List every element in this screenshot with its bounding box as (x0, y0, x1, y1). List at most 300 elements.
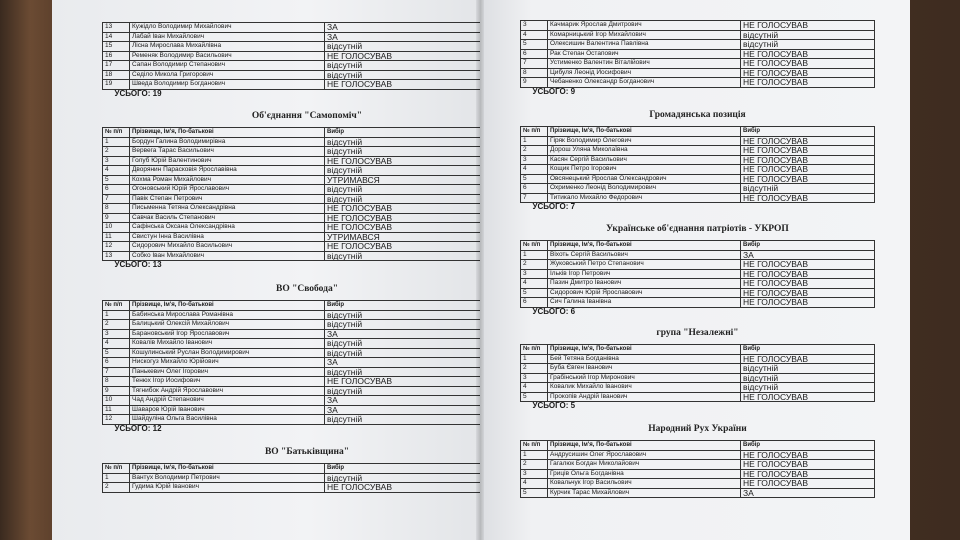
table-row (521, 49, 875, 59)
row-number: 6 (521, 298, 548, 308)
section-title-right-2: Українське об'єднання патріотів - УКРОП (606, 224, 789, 234)
table-row (521, 279, 875, 289)
row-number: 2 (103, 147, 130, 157)
total-row (103, 424, 481, 433)
table-row (103, 166, 481, 176)
table-row (521, 460, 875, 470)
row-number: 6 (521, 184, 548, 194)
vote-table (520, 20, 875, 96)
row-number: 2 (521, 146, 548, 156)
deputy-name: Сидорович Юрій Ярославович (548, 288, 741, 298)
vote-choice: НЕ ГОЛОСУВАВ (741, 279, 875, 289)
vote-choice: відсутній (325, 310, 481, 320)
deputy-name: Седіло Микола Григорович (130, 70, 325, 80)
deputy-name: Андрусишин Олег Ярославович (548, 450, 741, 460)
table-row (521, 68, 875, 78)
header-name: Прізвище, Ім'я, По-батькові (548, 241, 741, 251)
deputy-name: Курчик Тарас Михайлович (548, 488, 741, 498)
row-number: 8 (103, 377, 130, 387)
vote-choice: відсутній (741, 184, 875, 194)
deputy-name: Голуб Юрій Валентинович (130, 156, 325, 166)
header-number: № п/п (521, 441, 548, 451)
table-row (103, 70, 481, 80)
header-number: № п/п (103, 464, 130, 474)
deputy-name: Грабінський Ігор Миронович (548, 373, 741, 383)
table-row (103, 80, 481, 90)
deputy-name: Касян Сергій Васильович (548, 155, 741, 165)
deputy-name: Устименко Валентин Віталійович (548, 59, 741, 69)
table-row (103, 386, 481, 396)
vote-choice: НЕ ГОЛОСУВАВ (741, 354, 875, 364)
section-right-4 (520, 440, 875, 498)
vote-choice: ЗА (325, 329, 481, 339)
table-header-row (103, 301, 481, 311)
total-row (521, 402, 875, 411)
vote-choice: відсутній (325, 147, 481, 157)
deputy-name: Шайдуліна Ольга Василівна (130, 415, 325, 425)
vote-choice: НЕ ГОЛОСУВАВ (325, 80, 481, 90)
row-number: 6 (103, 185, 130, 195)
vote-choice: НЕ ГОЛОСУВАВ (325, 377, 481, 387)
vote-choice: УТРИМАВСЯ (325, 232, 481, 242)
vote-choice: відсутній (325, 415, 481, 425)
deputy-name: Гриців Ольга Богданівна (548, 469, 741, 479)
section-right-2 (520, 240, 875, 316)
vote-choice: НЕ ГОЛОСУВАВ (741, 193, 875, 203)
deputy-name: Тягнибок Андрій Ярославович (130, 386, 325, 396)
deputy-name: Сафінська Оксана Олександрівна (130, 223, 325, 233)
header-vote: Вибір (741, 127, 875, 137)
vote-table (520, 240, 875, 316)
table-row (521, 469, 875, 479)
header-name: Прізвище, Ім'я, По-батькові (130, 464, 325, 474)
total-count: УСЬОГО: 12 (114, 424, 162, 433)
deputy-name: Огоновський Юрій Ярославович (130, 185, 325, 195)
table-row (521, 78, 875, 88)
table-header-row (521, 441, 875, 451)
table-row (103, 223, 481, 233)
vote-table (102, 463, 480, 493)
header-vote: Вибір (325, 301, 481, 311)
table-row (103, 156, 481, 166)
table-row (521, 174, 875, 184)
row-number: 7 (103, 367, 130, 377)
deputy-name: Свистун Інна Василівна (130, 232, 325, 242)
vote-choice: НЕ ГОЛОСУВАВ (325, 156, 481, 166)
deputy-name: Кужідло Володимир Михайлович (130, 23, 325, 33)
table-row (103, 194, 481, 204)
deputy-name: Комарницький Ігор Михайлович (548, 30, 741, 40)
header-name: Прізвище, Ім'я, По-батькові (130, 128, 325, 138)
vote-choice: відсутній (325, 166, 481, 176)
header-vote: Вибір (325, 464, 481, 474)
table-row (103, 377, 481, 387)
row-number: 5 (521, 40, 548, 50)
vote-choice: НЕ ГОЛОСУВАВ (741, 269, 875, 279)
table-row (103, 251, 481, 261)
table-row (521, 450, 875, 460)
deputy-name: Пазин Дмитро Іванович (548, 279, 741, 289)
header-name: Прізвище, Ім'я, По-батькові (548, 127, 741, 137)
vote-choice: НЕ ГОЛОСУВАВ (741, 21, 875, 31)
table-row (521, 479, 875, 489)
table-row (103, 185, 481, 195)
total-count: УСЬОГО: 13 (114, 260, 162, 269)
deputy-name: Буба Євген Іванович (548, 364, 741, 374)
vote-choice: НЕ ГОЛОСУВАВ (741, 165, 875, 175)
header-number: № п/п (103, 128, 130, 138)
table-row (103, 137, 481, 147)
table-row (521, 40, 875, 50)
row-number: 1 (521, 250, 548, 260)
row-number: 9 (521, 78, 548, 88)
deputy-name: Сапан Володимир Степанович (130, 61, 325, 71)
header-vote: Вибір (741, 241, 875, 251)
vote-table (102, 127, 480, 270)
table-row (103, 147, 481, 157)
row-number: 11 (103, 405, 130, 415)
vote-table (102, 300, 480, 433)
deputy-name: Вантух Володимир Петрович (130, 473, 325, 483)
deputy-name: Рак Степан Остапович (548, 49, 741, 59)
total-count: УСЬОГО: 7 (532, 202, 576, 211)
vote-choice: відсутній (325, 320, 481, 330)
total-row (103, 261, 481, 270)
deputy-name: Жуковський Петро Степанович (548, 260, 741, 270)
table-row (103, 339, 481, 349)
deputy-name: Павік Степан Петрович (130, 194, 325, 204)
header-name: Прізвище, Ім'я, По-батькові (130, 301, 325, 311)
table-header-row (103, 464, 481, 474)
section-right-3 (520, 344, 875, 411)
vote-choice: НЕ ГОЛОСУВАВ (325, 204, 481, 214)
vote-choice: НЕ ГОЛОСУВАВ (325, 242, 481, 252)
row-number: 1 (103, 473, 130, 483)
vote-choice: відсутній (325, 367, 481, 377)
row-number: 4 (103, 166, 130, 176)
table-row (521, 392, 875, 402)
row-number: 2 (521, 364, 548, 374)
row-number: 4 (521, 479, 548, 489)
row-number: 3 (521, 373, 548, 383)
total-count: УСЬОГО: 5 (532, 401, 576, 410)
row-number: 16 (103, 51, 130, 61)
header-name: Прізвище, Ім'я, По-батькові (548, 441, 741, 451)
deputy-name: Гіряк Володимир Олегович (548, 136, 741, 146)
table-row (103, 405, 481, 415)
deputy-name: Бабинська Мирослава Романівна (130, 310, 325, 320)
table-row (521, 146, 875, 156)
total-count: УСЬОГО: 6 (532, 307, 576, 316)
vote-choice: НЕ ГОЛОСУВАВ (325, 483, 481, 493)
row-number: 12 (103, 242, 130, 252)
deputy-name: Ковалик Михайло Іванович (548, 383, 741, 393)
deputy-name: Гудима Юрій Іванович (130, 483, 325, 493)
row-number: 1 (521, 136, 548, 146)
table-row (521, 364, 875, 374)
vote-choice: відсутній (741, 383, 875, 393)
deputy-name: Письменна Тетяна Олександрівна (130, 204, 325, 214)
deputy-name: Лісна Мирослава Михайлівна (130, 42, 325, 52)
row-number: 7 (521, 193, 548, 203)
deputy-name: Овсянецький Ярослав Олександрович (548, 174, 741, 184)
vote-choice: НЕ ГОЛОСУВАВ (741, 450, 875, 460)
deputy-name: Чебаненко Олександр Богданович (548, 78, 741, 88)
vote-choice: відсутній (741, 373, 875, 383)
deputy-name: Панькевич Олег Ігорович (130, 367, 325, 377)
row-number: 2 (521, 460, 548, 470)
vote-choice: ЗА (325, 396, 481, 406)
table-row (103, 23, 481, 33)
table-row (521, 21, 875, 31)
deputy-name: Сидорович Михайло Васильович (130, 242, 325, 252)
section-title-right-3: група "Незалежні" (656, 328, 739, 338)
deputy-name: Віхоть Сергій Васильович (548, 250, 741, 260)
deputy-name: Охрименко Леонід Володимирович (548, 184, 741, 194)
table-row (521, 184, 875, 194)
vote-choice: відсутній (325, 42, 481, 52)
header-vote: Вибір (741, 345, 875, 355)
vote-choice: НЕ ГОЛОСУВАВ (325, 223, 481, 233)
row-number: 7 (521, 59, 548, 69)
vote-choice: відсутній (325, 70, 481, 80)
table-row (103, 415, 481, 425)
row-number: 5 (521, 288, 548, 298)
section-left-0 (102, 22, 480, 98)
section-right-0 (520, 20, 875, 96)
table-row (521, 488, 875, 498)
table-row (521, 373, 875, 383)
deputy-name: Кохма Роман Михайлович (130, 175, 325, 185)
table-row (103, 242, 481, 252)
deputy-name: Ільків Ігор Петрович (548, 269, 741, 279)
vote-choice: НЕ ГОЛОСУВАВ (741, 469, 875, 479)
table-row (521, 298, 875, 308)
deputy-name: Дворянин Парасковія Ярославівна (130, 166, 325, 176)
row-number: 4 (521, 279, 548, 289)
vote-choice: ЗА (325, 358, 481, 368)
deputy-name: Шведа Володимир Богданович (130, 80, 325, 90)
vote-table (520, 126, 875, 212)
total-row (521, 87, 875, 96)
header-number: № п/п (521, 241, 548, 251)
vote-choice: НЕ ГОЛОСУВАВ (741, 49, 875, 59)
table-row (521, 383, 875, 393)
header-number: № п/п (103, 301, 130, 311)
deputy-name: Ковальчук Ігор Васильович (548, 479, 741, 489)
vote-table (520, 440, 875, 498)
vote-choice: НЕ ГОЛОСУВАВ (325, 51, 481, 61)
deputy-name: Ременяк Володимир Васильович (130, 51, 325, 61)
vote-choice: відсутній (325, 137, 481, 147)
deputy-name: Нискогуз Михайло Юрійович (130, 358, 325, 368)
deputy-name: Олексишин Валентина Павлівна (548, 40, 741, 50)
vote-choice: НЕ ГОЛОСУВАВ (325, 213, 481, 223)
deputy-name: Бей Тетяна Богданівна (548, 354, 741, 364)
row-number: 5 (521, 174, 548, 184)
deputy-name: Дорош Уляна Миколаївна (548, 146, 741, 156)
vote-choice: НЕ ГОЛОСУВАВ (741, 59, 875, 69)
row-number: 8 (103, 204, 130, 214)
row-number: 4 (521, 383, 548, 393)
row-number: 11 (103, 232, 130, 242)
vote-choice: НЕ ГОЛОСУВАВ (741, 460, 875, 470)
vote-choice: ЗА (741, 250, 875, 260)
row-number: 2 (103, 483, 130, 493)
table-row (103, 175, 481, 185)
deputy-name: Балицький Олексій Михайлович (130, 320, 325, 330)
vote-choice: відсутній (325, 194, 481, 204)
deputy-name: Шаваров Юрій Іванович (130, 405, 325, 415)
row-number: 17 (103, 61, 130, 71)
deputy-name: Прокопів Андрій Іванович (548, 392, 741, 402)
deputy-name: Савчак Василь Степанович (130, 213, 325, 223)
row-number: 1 (103, 310, 130, 320)
table-row (103, 329, 481, 339)
deputy-name: Кошулинський Руслан Володимирович (130, 348, 325, 358)
vote-choice: відсутній (325, 61, 481, 71)
section-title-right-4: Народний Рух України (648, 424, 747, 434)
table-header-row (103, 128, 481, 138)
table-header-row (521, 127, 875, 137)
book-gutter (476, 0, 484, 540)
deputy-name: Вервега Тарас Васильович (130, 147, 325, 157)
table-row (103, 213, 481, 223)
row-number: 19 (103, 80, 130, 90)
row-number: 5 (521, 488, 548, 498)
table-row (103, 232, 481, 242)
deputy-name: Сич Галина Іванівна (548, 298, 741, 308)
vote-choice: НЕ ГОЛОСУВАВ (741, 392, 875, 402)
section-title-right-1: Громадянська позиція (649, 110, 746, 120)
deputy-name: Ковалів Михайло Іванович (130, 339, 325, 349)
header-number: № п/п (521, 127, 548, 137)
total-count: УСЬОГО: 19 (114, 89, 162, 98)
vote-choice: НЕ ГОЛОСУВАВ (741, 146, 875, 156)
row-number: 10 (103, 396, 130, 406)
section-left-2 (102, 300, 480, 433)
vote-choice: УТРИМАВСЯ (325, 175, 481, 185)
vote-choice: відсутній (741, 30, 875, 40)
row-number: 10 (103, 223, 130, 233)
table-header-row (521, 345, 875, 355)
vote-choice: відсутній (325, 185, 481, 195)
section-title-left-3: ВО "Батьківщина" (264, 447, 350, 457)
vote-choice: ЗА (741, 488, 875, 498)
left-page (52, 0, 480, 540)
total-row (521, 203, 875, 212)
table-row (103, 358, 481, 368)
deputy-name: Чад Андрій Степанович (130, 396, 325, 406)
total-row (103, 89, 481, 98)
total-count: УСЬОГО: 9 (532, 87, 576, 96)
vote-choice: НЕ ГОЛОСУВАВ (741, 174, 875, 184)
row-number: 2 (103, 320, 130, 330)
table-row (103, 310, 481, 320)
header-vote: Вибір (741, 441, 875, 451)
row-number: 14 (103, 32, 130, 42)
row-number: 4 (521, 30, 548, 40)
table-header-row (521, 241, 875, 251)
table-row (103, 483, 481, 493)
table-row (521, 250, 875, 260)
section-left-3 (102, 463, 480, 493)
table-row (103, 51, 481, 61)
table-row (521, 136, 875, 146)
row-number: 3 (103, 329, 130, 339)
table-row (103, 320, 481, 330)
vote-choice: відсутній (741, 40, 875, 50)
row-number: 3 (521, 155, 548, 165)
deputy-name: Гагалюк Богдан Миколайович (548, 460, 741, 470)
row-number: 5 (103, 348, 130, 358)
table-row (521, 193, 875, 203)
vote-choice: відсутній (325, 386, 481, 396)
row-number: 18 (103, 70, 130, 80)
table-row (521, 155, 875, 165)
row-number: 8 (521, 68, 548, 78)
row-number: 4 (521, 165, 548, 175)
total-row (521, 307, 875, 316)
row-number: 6 (103, 358, 130, 368)
row-number: 13 (103, 23, 130, 33)
vote-choice: відсутній (325, 348, 481, 358)
vote-choice: ЗА (325, 23, 481, 33)
vote-choice: НЕ ГОЛОСУВАВ (741, 288, 875, 298)
deputy-name: Тенюх Ігор Йосифович (130, 377, 325, 387)
table-row (521, 354, 875, 364)
vote-choice: НЕ ГОЛОСУВАВ (741, 136, 875, 146)
vote-choice: НЕ ГОЛОСУВАВ (741, 78, 875, 88)
vote-choice: НЕ ГОЛОСУВАВ (741, 68, 875, 78)
vote-table (102, 22, 480, 98)
row-number: 5 (103, 175, 130, 185)
vote-choice: ЗА (325, 32, 481, 42)
row-number: 3 (521, 21, 548, 31)
row-number: 1 (521, 354, 548, 364)
deputy-name: Цибуля Леонід Йосифович (548, 68, 741, 78)
table-row (521, 269, 875, 279)
header-number: № п/п (521, 345, 548, 355)
vote-choice: відсутній (325, 251, 481, 261)
table-row (103, 61, 481, 71)
deputy-name: Бордун Галина Володимирівна (130, 137, 325, 147)
row-number: 9 (103, 386, 130, 396)
table-row (103, 367, 481, 377)
vote-choice: НЕ ГОЛОСУВАВ (741, 155, 875, 165)
table-row (521, 288, 875, 298)
row-number: 3 (103, 156, 130, 166)
row-number: 4 (103, 339, 130, 349)
deputy-name: Кощик Петро Ігорович (548, 165, 741, 175)
row-number: 9 (103, 213, 130, 223)
row-number: 15 (103, 42, 130, 52)
row-number: 12 (103, 415, 130, 425)
deputy-name: Титикало Михайло Федорович (548, 193, 741, 203)
table-row (103, 473, 481, 483)
table-row (103, 348, 481, 358)
section-right-1 (520, 126, 875, 212)
row-number: 7 (103, 194, 130, 204)
vote-choice: відсутній (325, 473, 481, 483)
vote-choice: НЕ ГОЛОСУВАВ (741, 298, 875, 308)
right-page (480, 0, 910, 540)
row-number: 5 (521, 392, 548, 402)
section-left-1 (102, 127, 480, 270)
deputy-name: Качмарик Ярослав Дмитрович (548, 21, 741, 31)
vote-choice: відсутній (325, 339, 481, 349)
table-row (521, 59, 875, 69)
